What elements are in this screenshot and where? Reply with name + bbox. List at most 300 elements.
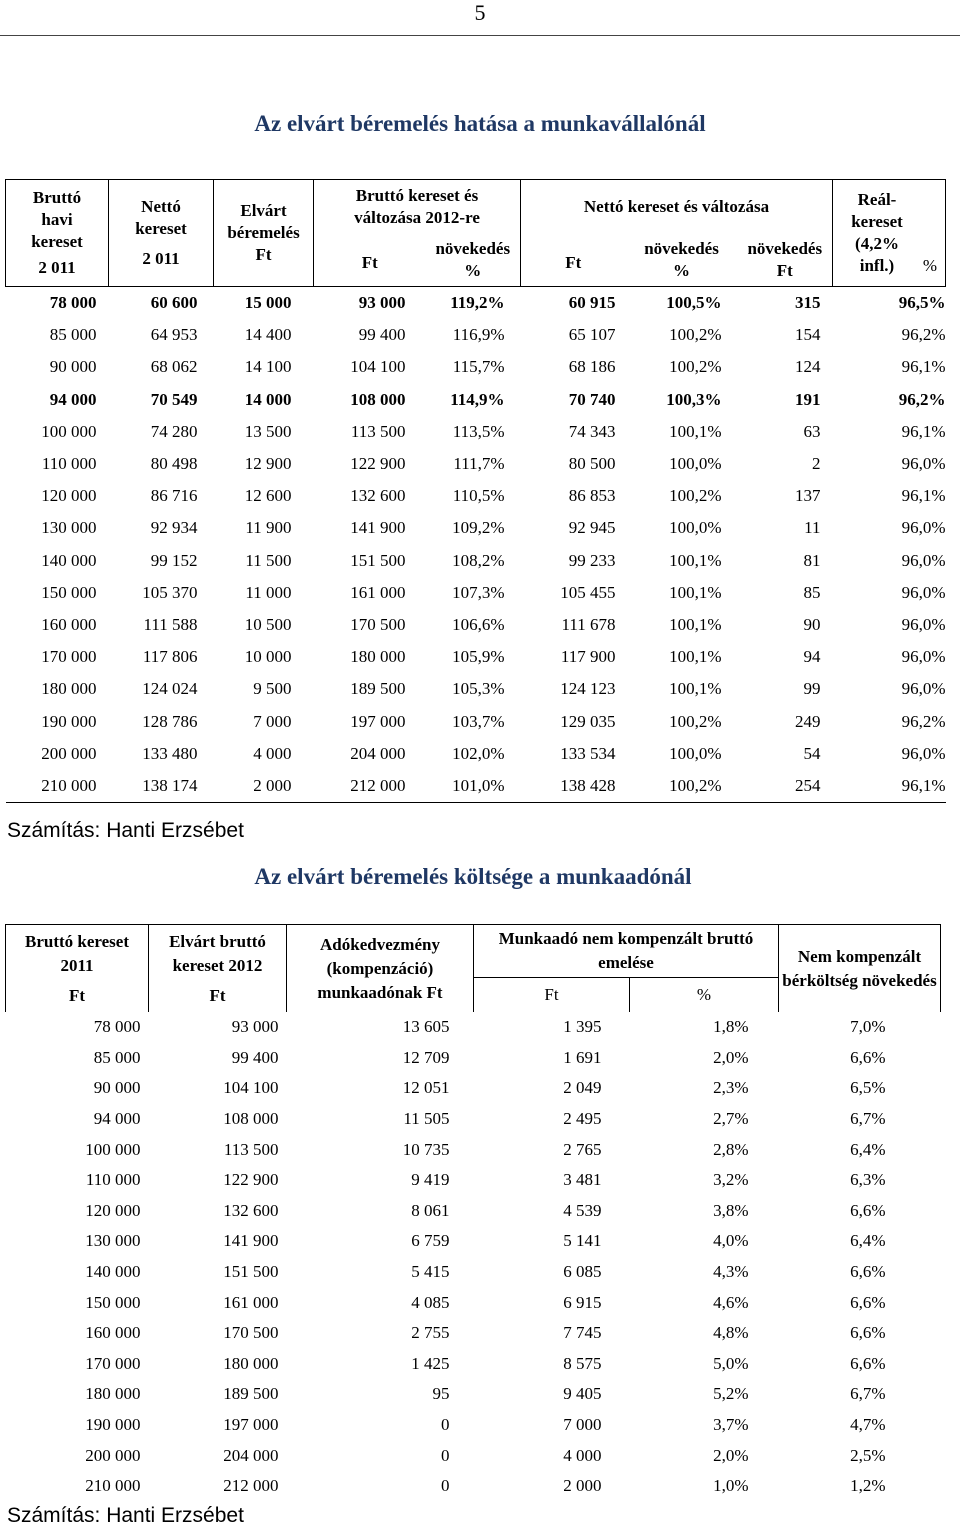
cell-cost-growth-pct: 6,4%: [850, 1139, 886, 1159]
cell-cost-growth-pct: 6,6%: [850, 1323, 886, 1343]
cell-gross-2012: 180 000: [350, 647, 406, 667]
cell-gross-2012: 197 000: [223, 1415, 279, 1435]
cell-cost-growth-pct: 6,6%: [850, 1262, 886, 1282]
cell-gross-2012: 212 000: [223, 1476, 279, 1496]
cell-raise: 11 500: [245, 550, 292, 570]
table-row: [6, 770, 946, 803]
t2-header-tax-credit: [287, 925, 474, 1013]
cell-real-wage-pct: 96,0%: [901, 454, 946, 474]
cell-net-growth-ft: 154: [795, 325, 821, 345]
cell-real-wage-pct: 96,0%: [901, 614, 946, 634]
cell-net-growth-pct: 100,2%: [669, 711, 722, 731]
cell-net-growth-ft: 11: [804, 518, 821, 538]
header-gross-2011: [6, 180, 109, 287]
cell-cost-growth-pct: 6,6%: [850, 1200, 886, 1220]
cell-gross: 150 000: [41, 582, 97, 602]
cell-gross-2011: 90 000: [93, 1078, 141, 1098]
cell-net-growth-pct: 100,2%: [669, 325, 722, 345]
cell-gross: 190 000: [41, 711, 97, 731]
cell-gross-growth-pct: 103,7%: [452, 711, 505, 731]
table-row: [6, 1379, 941, 1410]
cell-uncompensated-pct: 5,0%: [713, 1353, 749, 1373]
table-row: [6, 1104, 941, 1135]
t2-header-uncompensated-label: Munkaadó nem kompenzált bruttó emelése: [498, 929, 754, 972]
table-row: [6, 577, 946, 609]
cell-net-2012: 60 915: [568, 293, 616, 313]
cell-cost-growth-pct: 6,3%: [850, 1170, 886, 1190]
cell-gross-growth-pct: 119,2%: [450, 293, 505, 313]
cell-gross-growth-pct: 107,3%: [452, 582, 505, 602]
cell-gross-2012: 99 400: [358, 325, 406, 345]
cell-raise: 4 000: [253, 743, 292, 763]
header-gross-year: 2 011: [38, 258, 76, 277]
table-row: [6, 1134, 941, 1165]
table-row: [6, 1349, 941, 1380]
t2-header-cost-growth: [779, 925, 941, 1013]
cell-real-wage-pct: 96,5%: [898, 293, 946, 313]
table1-title: Az elvárt béremelés hatása a munkavállalónál: [254, 111, 706, 136]
cell-raise: 2 000: [214, 770, 314, 803]
cell-real-wage-pct: 96,1%: [901, 357, 946, 377]
cell-net: 60 600: [150, 293, 198, 313]
cell-real-wage-pct: 96,2%: [901, 325, 946, 345]
cell-cost-growth-pct: 4,7%: [850, 1415, 886, 1435]
table-row: [6, 738, 946, 770]
cell-raise: 7 000: [253, 711, 292, 731]
cell-tax-credit: 12 709: [402, 1047, 450, 1067]
header-net-2011: [109, 180, 214, 287]
cell-uncompensated-pct: 2,8%: [713, 1139, 749, 1159]
cell-uncompensated-ft: 1 691: [563, 1047, 602, 1067]
cell-net-2012: 70 740: [568, 389, 616, 409]
cell-gross-2012: 122 900: [223, 1170, 279, 1190]
table-row: [6, 384, 946, 416]
cell-real-wage-pct: 96,2%: [898, 389, 946, 409]
cell-gross-2012: 161 000: [223, 1292, 279, 1312]
cell-net-growth-pct: 100,1%: [669, 679, 722, 699]
header-gross-pct-label: növekedés %: [435, 239, 511, 280]
table-row: [6, 1318, 941, 1349]
cell-uncompensated-pct: 4,8%: [713, 1323, 749, 1343]
cell-tax-credit: 9 419: [411, 1170, 450, 1190]
cell-tax-credit: 95: [432, 1384, 450, 1404]
cell-net-2012: 138 428: [521, 770, 626, 803]
cell-net-growth-ft: 54: [803, 743, 821, 763]
cell-net-2012: 65 107: [568, 325, 616, 345]
header-net-pct: [626, 234, 738, 287]
cell-net-2012: 124 123: [560, 679, 616, 699]
cell-uncompensated-ft: 3 481: [563, 1170, 602, 1190]
header-net-ft: [521, 234, 626, 287]
cell-raise: 11 000: [245, 582, 292, 602]
cell-cost-growth-pct: 6,6%: [850, 1047, 886, 1067]
cell-net-growth-ft: 2: [812, 454, 821, 474]
cell-raise: 15 000: [244, 293, 292, 313]
cell-gross-growth-pct: 105,9%: [452, 647, 505, 667]
cell-gross-2012: 113 500: [350, 421, 406, 441]
header-gross-label: Bruttó havi kereset: [31, 188, 83, 251]
cell-real-wage-pct: 96,0%: [901, 550, 946, 570]
cell-gross: 110 000: [41, 454, 97, 474]
header-net-incr-ft: [738, 234, 833, 287]
cell-gross-2012: 189 500: [350, 679, 406, 699]
cell-gross-2011: 160 000: [85, 1323, 141, 1343]
cell-gross: 120 000: [41, 486, 97, 506]
cell-cost-growth-pct: 7,0%: [850, 1017, 886, 1037]
cell-net: 124 024: [142, 679, 198, 699]
table-row: [6, 1257, 941, 1288]
cell-net-growth-pct: 100,5%: [666, 293, 722, 313]
header-net-label: Nettó kereset: [135, 197, 187, 238]
cell-tax-credit: 2 755: [411, 1323, 450, 1343]
cell-tax-credit: 5 415: [411, 1262, 450, 1282]
cell-gross-growth-pct: 115,7%: [452, 357, 505, 377]
cell-net: 105 370: [142, 582, 198, 602]
cell-net-2012: 111 678: [561, 614, 616, 634]
cell-gross-2012: 141 900: [223, 1231, 279, 1251]
cell-uncompensated-pct: 2,0%: [713, 1047, 749, 1067]
cell-net-growth-ft: 254: [738, 770, 833, 803]
cell-gross-growth-pct: 108,2%: [452, 550, 505, 570]
cell-uncompensated-ft: 8 575: [563, 1353, 602, 1373]
cell-net: 68 062: [150, 357, 198, 377]
cell-gross-2011: 210 000: [85, 1476, 141, 1496]
table-row: [6, 609, 946, 641]
cell-gross-2012: 161 000: [350, 582, 406, 602]
cell-net-growth-pct: 100,1%: [669, 582, 722, 602]
cell-uncompensated-pct: 4,6%: [713, 1292, 749, 1312]
cell-gross-growth-pct: 106,6%: [452, 614, 505, 634]
cell-gross-2012: 151 500: [223, 1262, 279, 1282]
header-net-change-label: Nettó kereset és változása: [583, 197, 770, 216]
cell-uncompensated-pct: 3,2%: [713, 1170, 749, 1190]
cell-uncompensated-pct: 4,3%: [713, 1262, 749, 1282]
cell-gross-2012: 197 000: [350, 711, 406, 731]
cell-gross-growth-pct: 102,0%: [452, 743, 505, 763]
employee-impact-table: [5, 179, 946, 803]
cell-gross-2012: 141 900: [350, 518, 406, 538]
cell-real-wage-pct: 96,0%: [901, 518, 946, 538]
cell-gross-growth-pct: 110,5%: [452, 486, 505, 506]
cell-net-growth-pct: 100,0%: [669, 743, 722, 763]
cell-gross-2011: 94 000: [93, 1109, 141, 1129]
cell-uncompensated-pct: 3,7%: [713, 1415, 749, 1435]
cell-net-growth-pct: 100,1%: [669, 421, 722, 441]
header-raise-unit: Ft: [255, 245, 272, 264]
cell-uncompensated-ft: 1 395: [563, 1017, 602, 1037]
cell-gross-2012: 170 500: [223, 1323, 279, 1343]
table-row: [6, 545, 946, 577]
cell-tax-credit: 13 605: [402, 1017, 450, 1037]
cell-raise: 12 900: [244, 454, 292, 474]
cell-gross-2012: 104 100: [223, 1078, 279, 1098]
cell-gross-2012: 204 000: [350, 743, 406, 763]
cell-net-2012: 105 455: [560, 582, 616, 602]
cell-uncompensated-pct: 3,8%: [713, 1200, 749, 1220]
cell-raise: 14 400: [244, 325, 292, 345]
header-gross-ft: [314, 234, 426, 287]
cell-uncompensated-ft: 2 000: [563, 1476, 602, 1496]
cell-gross-2011: 140 000: [85, 1262, 141, 1282]
cell-gross-2012: 151 500: [350, 550, 406, 570]
cell-net-growth-pct: 100,3%: [666, 389, 722, 409]
cell-real-wage-pct: 96,0%: [901, 743, 946, 763]
header-net-pct-label: növekedés %: [644, 239, 719, 280]
cell-gross: 90 000: [49, 357, 97, 377]
cell-uncompensated-pct: 5,2%: [713, 1384, 749, 1404]
table1-credit: Számítás: Hanti Erzsébet: [7, 819, 244, 842]
header-real-label: Reál-kereset (4,2% infl.): [851, 190, 903, 275]
cell-gross-2011: 190 000: [85, 1415, 141, 1435]
cell-net-2012: 86 853: [568, 486, 616, 506]
header-net-incr-label: növekedés Ft: [747, 239, 823, 280]
cell-net-growth-ft: 81: [803, 550, 821, 570]
cell-gross-2011: 100 000: [85, 1139, 141, 1159]
cell-cost-growth-pct: 6,7%: [850, 1384, 886, 1404]
table-row: [6, 673, 946, 705]
header-gross-change-label: Bruttó kereset és változása 2012-re: [354, 186, 480, 227]
table-row: [6, 1440, 941, 1471]
t2-header-pct-label: %: [696, 985, 712, 1004]
header-gross-change-group: [314, 180, 521, 235]
cell-raise: 13 500: [244, 421, 292, 441]
cell-uncompensated-ft: 6 085: [563, 1262, 602, 1282]
cell-raise: 14 000: [244, 389, 292, 409]
cell-net-growth-ft: 90: [803, 614, 821, 634]
cell-gross: 140 000: [41, 550, 97, 570]
cell-net-2012: 117 900: [560, 647, 616, 667]
cell-tax-credit: 11 505: [403, 1109, 450, 1129]
cell-net: 99 152: [150, 550, 198, 570]
cell-net: 111 588: [143, 614, 198, 634]
cell-uncompensated-pct: 2,0%: [713, 1445, 749, 1465]
cell-gross-2011: 180 000: [85, 1384, 141, 1404]
header-expected-raise: [214, 180, 314, 287]
cell-net-growth-pct: 100,1%: [669, 550, 722, 570]
t2-header-expected-unit: Ft: [209, 985, 226, 1005]
cell-net-growth-pct: 100,2%: [669, 486, 722, 506]
table-row: [6, 1043, 941, 1074]
cell-tax-credit: 6 759: [411, 1231, 450, 1251]
t2-header-expected-gross: [149, 925, 287, 1013]
table-row: [6, 1471, 941, 1502]
t2-header-gross-2011: [6, 925, 149, 1013]
cell-gross-2011: 170 000: [85, 1353, 141, 1373]
cell-uncompensated-ft: 2 049: [563, 1078, 602, 1098]
cell-net: 92 934: [150, 518, 198, 538]
cell-net-growth-pct: 100,1%: [669, 647, 722, 667]
table-row: [6, 1410, 941, 1441]
employer-cost-table: [5, 924, 941, 1502]
table-row: [6, 512, 946, 544]
cell-gross-2011: 120 000: [85, 1200, 141, 1220]
cell-net-growth-pct: 100,1%: [669, 614, 722, 634]
cell-cost-growth-pct: 6,7%: [850, 1109, 886, 1129]
cell-gross-2012: 204 000: [223, 1445, 279, 1465]
table-row: [6, 1012, 941, 1043]
cell-net: 128 786: [142, 711, 198, 731]
cell-uncompensated-pct: 2,3%: [713, 1078, 749, 1098]
cell-gross-growth-pct: 114,9%: [450, 389, 505, 409]
cell-gross-2011: 78 000: [93, 1017, 141, 1037]
cell-gross-2012: 93 000: [231, 1017, 279, 1037]
cell-gross-2012: 132 600: [223, 1200, 279, 1220]
table-row: [6, 1196, 941, 1227]
cell-net-growth-pct: 100,2%: [626, 770, 738, 803]
header-real-wage: [833, 180, 946, 287]
cell-gross-2012: 170 500: [350, 614, 406, 634]
cell-uncompensated-ft: 9 405: [563, 1384, 602, 1404]
cell-tax-credit: 10 735: [402, 1139, 450, 1159]
table-row: [6, 416, 946, 448]
cell-real-wage-pct: 96,0%: [901, 582, 946, 602]
cell-gross-2011: 85 000: [93, 1047, 141, 1067]
cell-net-growth-ft: 63: [803, 421, 821, 441]
header-net-change-group: [521, 180, 833, 235]
cell-gross-2012: 132 600: [350, 486, 406, 506]
cell-gross: 94 000: [49, 389, 97, 409]
cell-uncompensated-pct: 2,7%: [713, 1109, 749, 1129]
cell-net-2012: 99 233: [568, 550, 616, 570]
cell-net: 138 174: [109, 770, 214, 803]
cell-gross: 160 000: [41, 614, 97, 634]
cell-net: 70 549: [150, 389, 198, 409]
cell-raise: 11 900: [245, 518, 292, 538]
table-row: [6, 1165, 941, 1196]
cell-net-growth-ft: 85: [803, 582, 821, 602]
cell-raise: 10 500: [244, 614, 292, 634]
cell-net-growth-ft: 94: [803, 647, 821, 667]
t2-header-uncompensated-group: [474, 925, 779, 978]
table2-title: Az elvárt béremelés költsége a munkaadónál: [254, 864, 692, 889]
header-rule: [0, 35, 960, 36]
cell-real-wage-pct: 96,1%: [901, 421, 946, 441]
cell-cost-growth-pct: 6,6%: [850, 1353, 886, 1373]
header-gross-ft-label: Ft: [361, 253, 378, 272]
table-row: [6, 705, 946, 737]
cell-uncompensated-ft: 4 539: [563, 1200, 602, 1220]
cell-net-growth-ft: 249: [795, 711, 821, 731]
cell-gross: 100 000: [41, 421, 97, 441]
cell-net-growth-ft: 191: [795, 389, 821, 409]
header-net-ft-label: Ft: [565, 253, 582, 272]
cell-net-2012: 68 186: [568, 357, 616, 377]
cell-uncompensated-ft: 6 915: [563, 1292, 602, 1312]
t2-header-tax-credit-label: Adókedvezmény (kompenzáció) munkaadónak Ft: [317, 934, 443, 1002]
cell-uncompensated-ft: 4 000: [563, 1445, 602, 1465]
cell-net: 80 498: [150, 454, 198, 474]
cell-net-2012: 129 035: [560, 711, 616, 731]
cell-uncompensated-pct: 1,8%: [713, 1017, 749, 1037]
cell-gross-2012: 212 000: [314, 770, 426, 803]
cell-real-wage-pct: 96,0%: [901, 679, 946, 699]
cell-gross-2011: 130 000: [85, 1231, 141, 1251]
cell-cost-growth-pct: 6,4%: [850, 1231, 886, 1251]
cell-gross: 180 000: [41, 679, 97, 699]
cell-net-growth-ft: 315: [795, 293, 821, 313]
cell-gross: 170 000: [41, 647, 97, 667]
cell-gross-2012: 99 400: [231, 1047, 279, 1067]
cell-gross: 210 000: [6, 770, 109, 803]
cell-tax-credit: 0: [441, 1445, 450, 1465]
cell-gross-2011: 110 000: [85, 1170, 141, 1190]
cell-net: 133 480: [142, 743, 198, 763]
cell-uncompensated-ft: 7 000: [563, 1415, 602, 1435]
cell-cost-growth-pct: 2,5%: [850, 1445, 886, 1465]
cell-net: 64 953: [150, 325, 198, 345]
cell-uncompensated-ft: 5 141: [563, 1231, 602, 1251]
table-row: [6, 1287, 941, 1318]
cell-raise: 12 600: [244, 486, 292, 506]
cell-tax-credit: 4 085: [411, 1292, 450, 1312]
t2-header-ft: [474, 978, 630, 1013]
cell-net-2012: 74 343: [568, 421, 616, 441]
cell-gross: 78 000: [49, 293, 97, 313]
cell-net-2012: 133 534: [560, 743, 616, 763]
table-row: [6, 641, 946, 673]
t2-header-pct: [630, 978, 779, 1013]
cell-net-2012: 80 500: [568, 454, 616, 474]
table-row: [6, 319, 946, 351]
cell-gross-growth-pct: 116,9%: [452, 325, 505, 345]
cell-gross-growth-pct: 113,5%: [452, 421, 505, 441]
table-row: [6, 287, 946, 320]
cell-net-growth-ft: 137: [795, 486, 821, 506]
cell-real-wage-pct: 96,1%: [901, 486, 946, 506]
header-real-unit: %: [922, 256, 937, 275]
cell-net-growth-ft: 99: [803, 679, 821, 699]
cell-gross-2012: 189 500: [223, 1384, 279, 1404]
cell-raise: 9 500: [253, 679, 292, 699]
cell-gross-2012: 104 100: [350, 357, 406, 377]
cell-raise: 14 100: [244, 357, 292, 377]
table-row: [6, 351, 946, 383]
cell-net-growth-pct: 100,0%: [669, 454, 722, 474]
cell-net: 74 280: [150, 421, 198, 441]
table2-credit: Számítás: Hanti Erzsébet: [7, 1504, 244, 1527]
t2-header-gross-unit: Ft: [68, 985, 86, 1005]
cell-gross-2012: 122 900: [350, 454, 406, 474]
cell-net: 86 716: [150, 486, 198, 506]
cell-uncompensated-ft: 2 765: [563, 1139, 602, 1159]
t2-header-ft-label: Ft: [544, 985, 559, 1004]
cell-gross-growth-pct: 109,2%: [452, 518, 505, 538]
t2-header-expected-label: Elvárt bruttó kereset 2012: [169, 931, 266, 975]
cell-tax-credit: 0: [441, 1476, 450, 1496]
cell-gross-2012: 93 000: [358, 293, 406, 313]
cell-real-wage-pct: 96,1%: [833, 770, 946, 803]
cell-gross-2011: 200 000: [85, 1445, 141, 1465]
cell-gross: 130 000: [41, 518, 97, 538]
cell-uncompensated-pct: 4,0%: [713, 1231, 749, 1251]
page-number: 5: [474, 0, 486, 25]
header-raise-label: Elvárt béremelés: [227, 201, 300, 242]
cell-gross-growth-pct: 105,3%: [452, 679, 505, 699]
table-row: [6, 480, 946, 512]
cell-cost-growth-pct: 6,5%: [850, 1078, 886, 1098]
cell-tax-credit: 0: [441, 1415, 450, 1435]
cell-tax-credit: 1 425: [411, 1353, 450, 1373]
cell-gross-2012: 108 000: [223, 1109, 279, 1129]
cell-real-wage-pct: 96,0%: [901, 647, 946, 667]
cell-tax-credit: 8 061: [411, 1200, 450, 1220]
cell-gross-2011: 150 000: [85, 1292, 141, 1312]
cell-net-growth-pct: 100,2%: [669, 357, 722, 377]
cell-net-growth-pct: 100,0%: [669, 518, 722, 538]
cell-gross-growth-pct: 101,0%: [426, 770, 521, 803]
header-gross-pct: [426, 234, 521, 287]
cell-net-2012: 92 945: [568, 518, 616, 538]
